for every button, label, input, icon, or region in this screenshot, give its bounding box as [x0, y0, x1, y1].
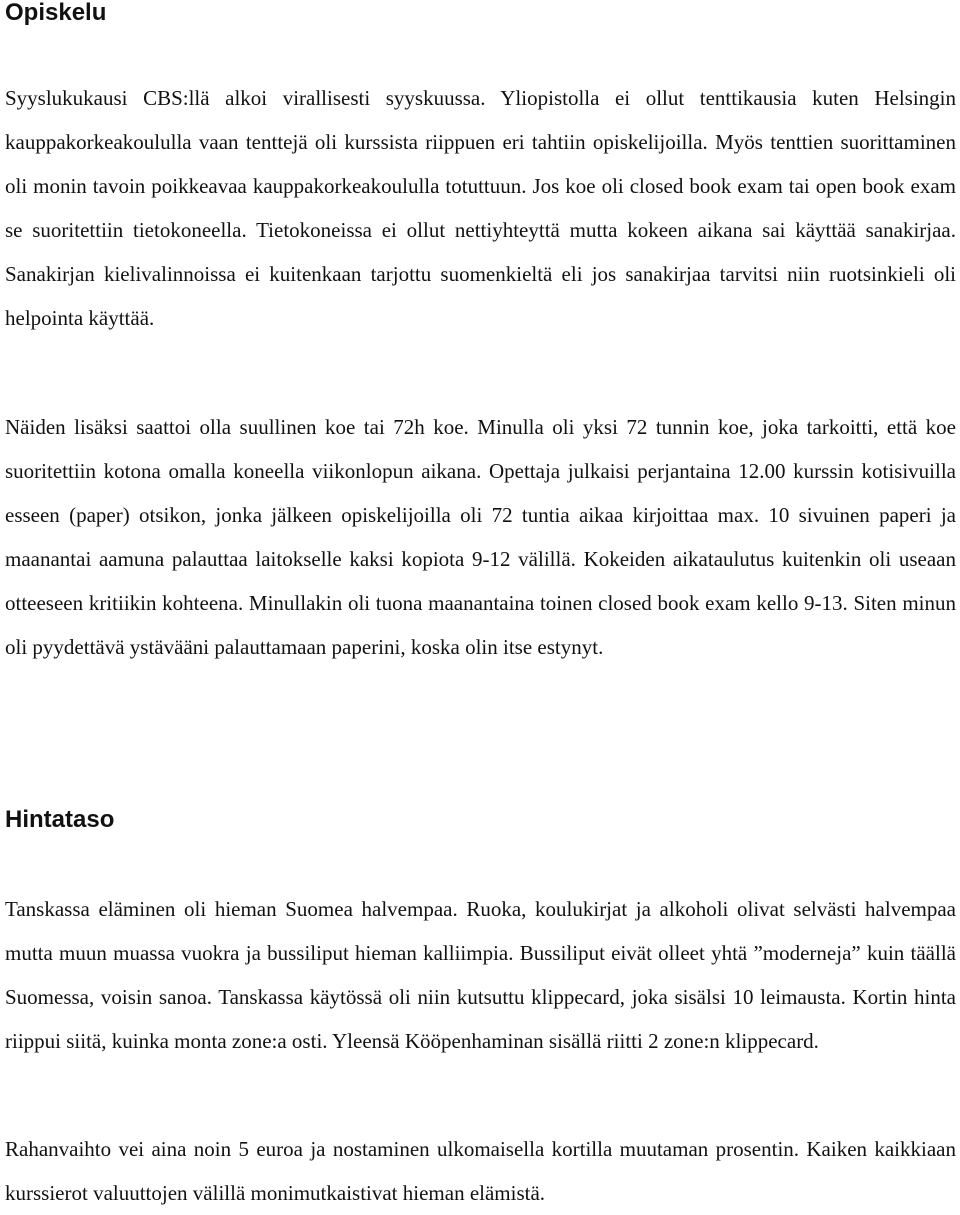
- paragraph-hintataso-2: Rahanvaihto vei aina noin 5 euroa ja nostaminen ulkomaisella kortilla muutaman prosentin. Kaiken kaikkiaan kurssierot valuuttojen välillä monimutkaistivat hieman elämistä.: [5, 1137, 956, 1205]
- paragraph-opiskelu-2: Näiden lisäksi saattoi olla suullinen koe tai 72h koe. Minulla oli yksi 72 tunnin koe, joka tarkoitti, että koe suoritettiin kotona omalla koneella viikonlopun aikana. Opettaja julkaisi perjantaina 12.00 kurssin kotisivuilla esseen (paper) otsikon, jonka jälkeen opiskelijoilla oli 72 tuntia aikaa kirjoittaa max. 10 sivuinen paperi ja maanantai aamuna palauttaa laitokselle kaksi kopiota 9-12 välillä. Kokeiden aikataulutus kuitenkin oli useaan otteeseen kritiikin kohteena. Minullakin oli tuona maanantaina toinen closed book exam kello 9-13. Siten minun oli pyydettävä ystävääni palauttamaan paperini, koska olin itse estynyt.: [5, 415, 956, 659]
- section-heading-opiskelu: Opiskelu: [5, 0, 107, 26]
- paragraph-opiskelu-1: Syyslukukausi CBS:llä alkoi virallisesti syyskuussa. Yliopistolla ei ollut tenttikausia kuten Helsingin kauppakorkeakoululla vaan tenttejä oli kurssista riippuen eri tahtiin opiskelijoilla. Myös tenttien suorittaminen oli monin tavoin poikkeavaa kauppakorkeakoululla totuttuun. Jos koe oli closed book exam tai open book exam se suoritettiin tietokoneella. Tietokoneissa ei ollut nettiyhteyttä mutta kokeen aikana sai käyttää sanakirjaa. Sanakirjan kielivalinnoissa ei kuitenkaan tarjottu suomenkieltä eli jos sanakirjaa tarvitsi niin ruotsinkieli oli helpointa käyttää.: [5, 86, 956, 330]
- paragraph-hintataso-1: Tanskassa eläminen oli hieman Suomea halvempaa. Ruoka, koulukirjat ja alkoholi olivat selvästi halvempaa mutta muun muassa vuokra ja bussiliput hieman kalliimpia. Bussiliput eivät olleet yhtä ”moderneja” kuin täällä Suomessa, voisin sanoa. Tanskassa käytössä oli niin kutsuttu klippecard, joka sisälsi 10 leimausta. Kortin hinta riippui siitä, kuinka monta zone:a osti. Yleensä Kööpenhaminan sisällä riitti 2 zone:n klippecard.: [5, 897, 956, 1053]
- section-heading-hintataso: Hintataso: [5, 806, 115, 833]
